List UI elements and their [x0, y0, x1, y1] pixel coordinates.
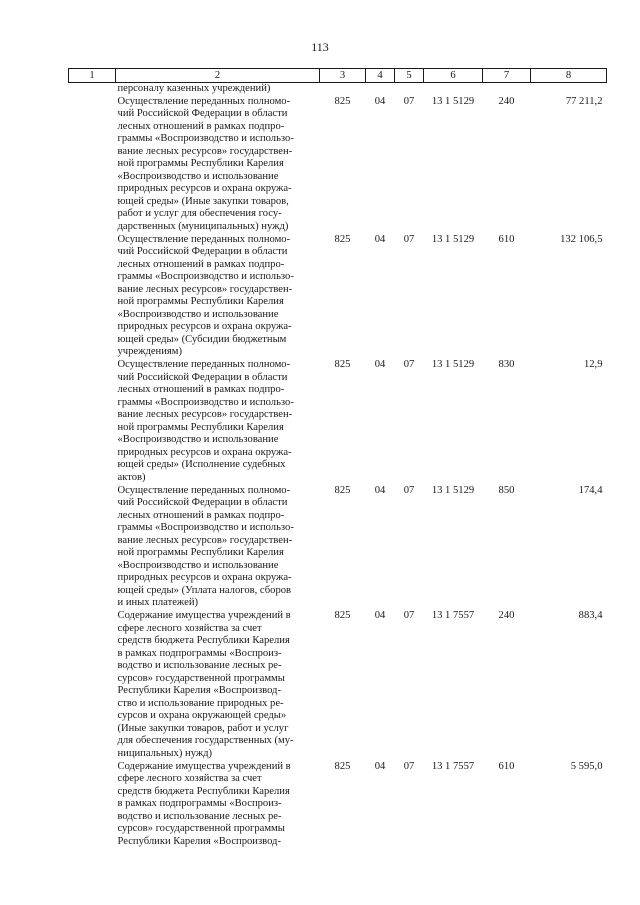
- target-article: 13 1 5129: [431, 359, 475, 371]
- description-line: чий Российской Федерации в области: [117, 246, 288, 258]
- admin-code: 825: [334, 609, 351, 621]
- description-line: лесных отношений в рамках подпро-: [117, 258, 285, 270]
- description-line: и иных платежей): [117, 597, 199, 609]
- description-line: Республики Карелия «Воспроизвод-: [117, 685, 281, 697]
- description-line: ющей среды» (Субсидии бюджетным: [117, 333, 287, 345]
- description-line: граммы «Воспроизводство и использо-: [117, 522, 294, 534]
- section-code: 04: [374, 760, 386, 772]
- description-line: сурсов» государственной программы: [117, 823, 285, 835]
- column-header-8: 8: [531, 69, 607, 83]
- section-code: 04: [374, 359, 386, 371]
- subsection-code: 07: [403, 95, 415, 107]
- target-article: 13 1 7557: [431, 609, 475, 621]
- target-article: 13 1 5129: [431, 95, 475, 107]
- description-line: чий Российской Федерации в области: [117, 497, 288, 509]
- description-line: граммы «Воспроизводство и использо-: [117, 133, 294, 145]
- description-line: работ и услуг для обеспечения госу-: [117, 208, 282, 220]
- description-line: для обеспечения государственных (му-: [117, 735, 294, 747]
- admin-code: 825: [334, 233, 351, 245]
- description-line: ной программы Республики Карелия: [117, 547, 284, 559]
- description-line: вание лесных ресурсов» государствен-: [117, 283, 293, 295]
- row-description: [116, 610, 320, 761]
- description-line: природных ресурсов и охрана окружа-: [117, 446, 292, 458]
- expense-type: 240: [498, 609, 515, 621]
- section-code: 04: [374, 95, 386, 107]
- amount: 174,4: [578, 484, 603, 496]
- section-code: 04: [374, 484, 386, 496]
- table-row: [69, 234, 607, 359]
- amount: 5 595,0: [570, 760, 603, 772]
- description-line: лесных отношений в рамках подпро-: [117, 120, 285, 132]
- amount: 12,9: [583, 359, 603, 371]
- description-line: Осуществление переданных полномо-: [117, 95, 291, 107]
- description-line: сфере лесного хозяйства за счет: [117, 622, 262, 634]
- column-header-4: 4: [366, 69, 395, 83]
- column-header-3: 3: [320, 69, 366, 83]
- description-line: ной программы Республики Карелия: [117, 421, 284, 433]
- description-line: водство и использование лесных ре-: [117, 660, 282, 672]
- table-row: [69, 359, 607, 484]
- description-line: граммы «Воспроизводство и использо-: [117, 396, 294, 408]
- description-line: ющей среды» (Исполнение судебных: [117, 459, 286, 471]
- description-line: ной программы Республики Карелия: [117, 158, 284, 170]
- amount: 77 211,2: [565, 95, 603, 107]
- description-line: ющей среды» (Уплата налогов, сборов: [117, 584, 292, 596]
- description-line: сфере лесного хозяйства за счет: [117, 773, 262, 785]
- description-line: Содержание имущества учреждений в: [117, 609, 291, 621]
- subsection-code: 07: [403, 484, 415, 496]
- description-line: в рамках подпрограммы «Воспроиз-: [117, 647, 282, 659]
- description-line: «Воспроизводство и использование: [117, 170, 279, 182]
- description-line: средств бюджета Республики Карелия: [117, 635, 290, 647]
- description-line: сурсов» государственной программы: [117, 672, 285, 684]
- expense-type: 830: [498, 359, 515, 371]
- table-row: [69, 610, 607, 761]
- description-line: Осуществление переданных полномо-: [117, 359, 291, 371]
- section-code: 04: [374, 233, 386, 245]
- description-line: природных ресурсов и охрана окружа-: [117, 572, 292, 584]
- table-row: [69, 96, 607, 234]
- table-row: [69, 761, 607, 849]
- description-line: Осуществление переданных полномо-: [117, 484, 291, 496]
- continuation-text: персоналу казенных учреждений): [117, 83, 271, 94]
- description-line: ной программы Республики Карелия: [117, 296, 284, 308]
- expense-type: 610: [498, 233, 515, 245]
- description-line: «Воспроизводство и использование: [117, 559, 279, 571]
- target-article: 13 1 7557: [431, 760, 475, 772]
- admin-code: 825: [334, 95, 351, 107]
- description-line: ющей среды» (Иные закупки товаров,: [117, 195, 289, 207]
- description-line: сурсов и охрана окружающей среды»: [117, 710, 287, 722]
- budget-table: [68, 68, 607, 848]
- description-line: актов): [117, 471, 146, 483]
- column-header-2: 2: [116, 69, 320, 83]
- column-header-6: 6: [424, 69, 483, 83]
- amount: 883,4: [578, 609, 603, 621]
- description-line: лесных отношений в рамках подпро-: [117, 509, 285, 521]
- description-line: Осуществление переданных полномо-: [117, 233, 291, 245]
- row-description: [116, 96, 320, 234]
- description-line: дарственных (муниципальных) нужд): [117, 221, 289, 233]
- column-header-7: 7: [483, 69, 531, 83]
- description-line: природных ресурсов и охрана окружа-: [117, 321, 292, 333]
- page-number: 113: [311, 40, 329, 54]
- description-line: граммы «Воспроизводство и использо-: [117, 271, 294, 283]
- description-line: в рамках подпрограммы «Воспроиз-: [117, 798, 282, 810]
- row-description: [116, 485, 320, 610]
- admin-code: 825: [334, 760, 351, 772]
- table-row: [69, 485, 607, 610]
- subsection-code: 07: [403, 359, 415, 371]
- description-line: вание лесных ресурсов» государствен-: [117, 534, 293, 546]
- expense-type: 850: [498, 484, 515, 496]
- column-header-5: 5: [395, 69, 424, 83]
- header-row: [69, 69, 607, 83]
- description-line: чий Российской Федерации в области: [117, 371, 288, 383]
- description-line: средств бюджета Республики Карелия: [117, 785, 290, 797]
- row-description: [116, 359, 320, 484]
- target-article: 13 1 5129: [431, 484, 475, 496]
- description-line: учреждениям): [117, 346, 182, 358]
- subsection-code: 07: [403, 609, 415, 621]
- description-line: вание лесных ресурсов» государствен-: [117, 409, 293, 421]
- column-header-1: 1: [69, 69, 116, 83]
- expense-type: 610: [498, 760, 515, 772]
- section-code: 04: [374, 609, 386, 621]
- description-line: Республики Карелия «Воспроизвод-: [117, 835, 281, 847]
- admin-code: 825: [334, 359, 351, 371]
- row-description: [116, 234, 320, 359]
- description-line: ниципальных) нужд): [117, 747, 213, 759]
- description-line: «Воспроизводство и использование: [117, 308, 279, 320]
- description-line: (Иные закупки товаров, работ и услуг: [117, 722, 289, 734]
- description-line: природных ресурсов и охрана окружа-: [117, 183, 292, 195]
- description-line: водство и использование лесных ре-: [117, 810, 282, 822]
- subsection-code: 07: [403, 233, 415, 245]
- description-line: Содержание имущества учреждений в: [117, 760, 291, 772]
- admin-code: 825: [334, 484, 351, 496]
- target-article: 13 1 5129: [431, 233, 475, 245]
- description-line: лесных отношений в рамках подпро-: [117, 384, 285, 396]
- description-line: вание лесных ресурсов» государствен-: [117, 145, 293, 157]
- subsection-code: 07: [403, 760, 415, 772]
- description-line: ство и использование природных ре-: [117, 697, 284, 709]
- amount: 132 106,5: [560, 233, 603, 245]
- continuation-row: [69, 83, 607, 96]
- description-line: чий Российской Федерации в области: [117, 108, 288, 120]
- row-description: [116, 761, 320, 849]
- description-line: «Воспроизводство и использование: [117, 434, 279, 446]
- expense-type: 240: [498, 95, 515, 107]
